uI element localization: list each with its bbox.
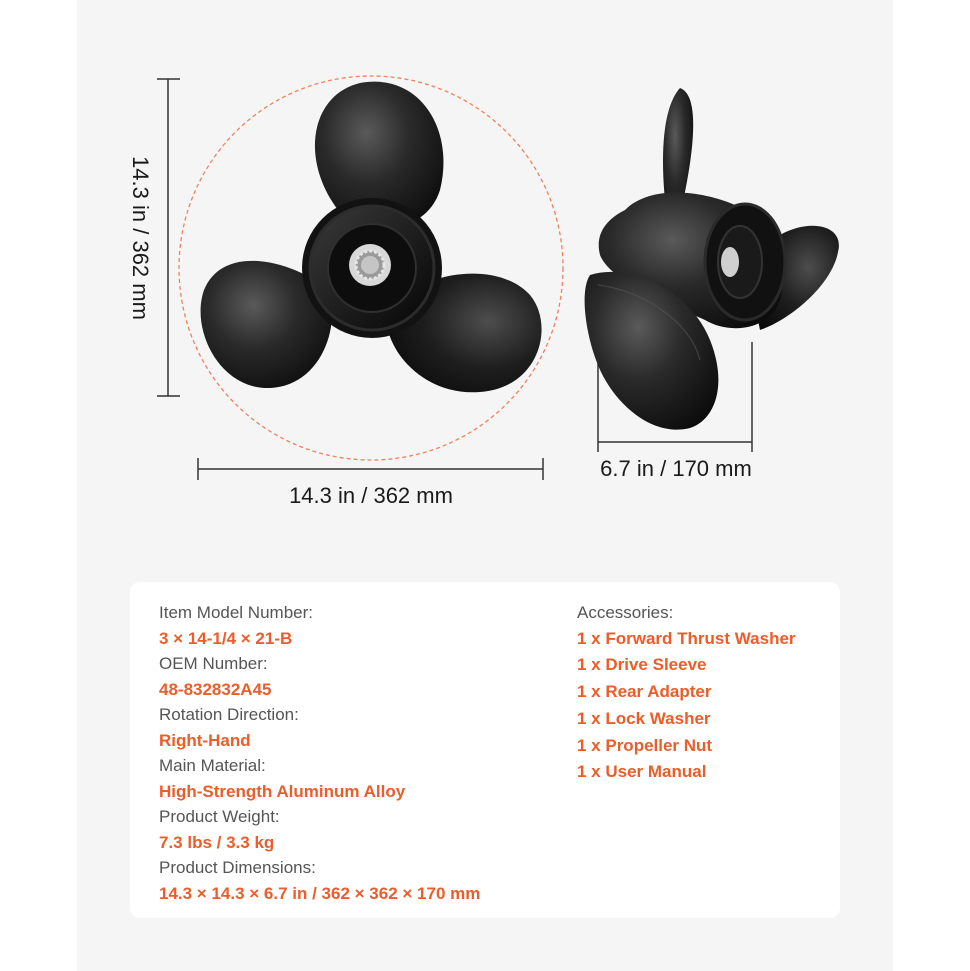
height-dimension-line: [157, 79, 180, 396]
spec-value-oem: 48-832832A45: [159, 679, 272, 699]
depth-dimension-label: 6.7 in / 170 mm: [600, 456, 752, 481]
accessory-item: 1 x Rear Adapter: [577, 682, 712, 702]
spec-label-oem: OEM Number:: [159, 654, 268, 673]
spec-value-rotation: Right-Hand: [159, 730, 251, 750]
spec-label-material: Main Material:: [159, 756, 266, 775]
spec-value-material: High-Strength Aluminum Alloy: [159, 781, 406, 801]
spec-label-weight: Product Weight:: [159, 807, 280, 826]
accessory-item: 1 x Propeller Nut: [577, 735, 713, 755]
propeller-front-view-icon: [201, 82, 542, 393]
spec-value-dimensions: 14.3 × 14.3 × 6.7 in / 362 × 362 × 170 mm: [159, 883, 481, 903]
spec-label-rotation: Rotation Direction:: [159, 705, 299, 724]
spec-label-model: Item Model Number:: [159, 603, 313, 622]
diameter-dimension-line: [198, 458, 543, 480]
accessory-item: 1 x Forward Thrust Washer: [577, 628, 796, 648]
spec-label-dimensions: Product Dimensions:: [159, 858, 316, 877]
diameter-dimension-label: 14.3 in / 362 mm: [289, 483, 453, 508]
specifications-card: [130, 582, 840, 918]
accessory-item: 1 x User Manual: [577, 762, 707, 782]
accessories-title: Accessories:: [577, 603, 674, 622]
specifications-list: [159, 600, 480, 906]
height-dimension-label: 14.3 in / 362 mm: [128, 156, 153, 320]
propeller-side-view-icon: [585, 88, 839, 430]
spec-value-weight: 7.3 lbs / 3.3 kg: [159, 832, 275, 852]
spec-value-model: 3 × 14-1/4 × 21-B: [159, 628, 293, 648]
accessory-item: 1 x Drive Sleeve: [577, 655, 707, 675]
accessories-list: [577, 600, 796, 786]
accessory-item: 1 x Lock Washer: [577, 708, 711, 728]
